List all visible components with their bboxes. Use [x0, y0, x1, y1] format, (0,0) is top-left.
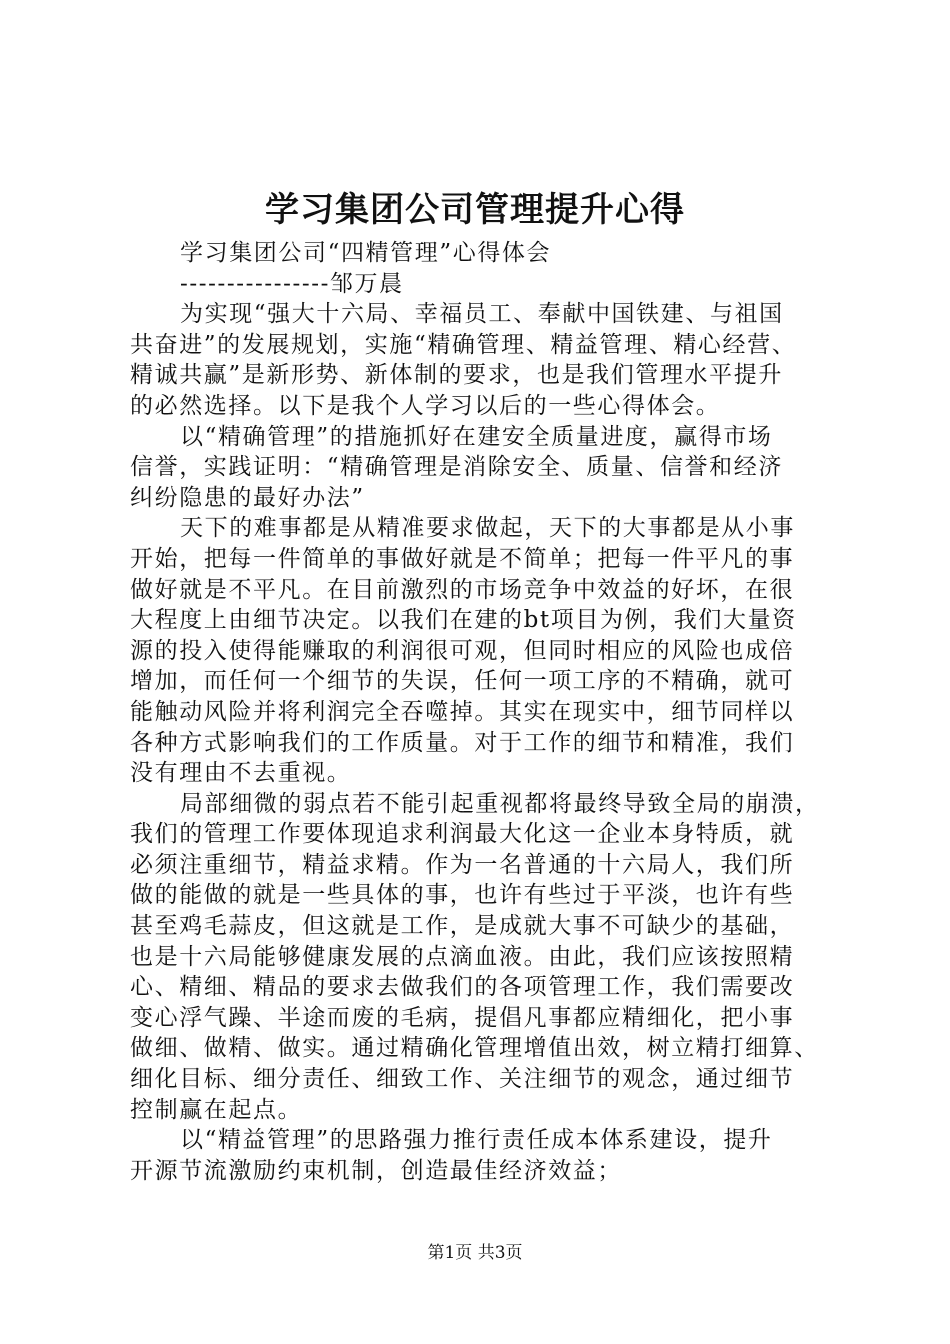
- text-line: 必须注重细节，精益求精。作为一名普通的十六局人，我们所: [130, 851, 795, 878]
- text-line: 做的能做的就是一些具体的事，也许有些过于平淡，也许有些: [130, 882, 795, 909]
- text-line: 大程度上由细节决定。以我们在建的bt项目为例，我们大量资: [130, 607, 797, 634]
- text-line: 天下的难事都是从精准要求做起，天下的大事都是从小事: [180, 515, 795, 542]
- text-line: 心、精细、精品的要求去做我们的各项管理工作，我们需要改: [130, 974, 795, 1001]
- text-line: 细化目标、细分责任、细致工作、关注细节的观念，通过细节: [130, 1066, 795, 1093]
- text-line: 能触动风险并将利润完全吞噬掉。其实在现实中，细节同样以: [130, 698, 795, 725]
- text-line: 做好就是不平凡。在目前激烈的市场竞争中效益的好坏，在很: [130, 576, 795, 603]
- page-number-footer: 第1页 共3页: [427, 1243, 523, 1263]
- text-line: 甚至鸡毛蒜皮，但这就是工作，是成就大事不可缺少的基础，: [130, 913, 795, 940]
- text-line: 我们的管理工作要体现追求利润最大化这一企业本身特质，就: [130, 821, 795, 848]
- text-line: 做细、做精、做实。通过精确化管理增值出效，树立精打细算、: [130, 1035, 819, 1062]
- text-line: 增加，而任何一个细节的失误，任何一项工序的不精确，就可: [130, 668, 795, 695]
- text-line: 也是十六局能够健康发展的点滴血液。由此，我们应该按照精: [130, 943, 795, 970]
- text-line: 控制赢在起点。: [130, 1096, 303, 1123]
- text-line: 源的投入使得能赚取的利润很可观，但同时相应的风险也成倍: [130, 637, 795, 664]
- text-line: 纠纷隐患的最好办法”: [130, 484, 365, 511]
- text-line: 开源节流激励约束机制，创造最佳经济效益；: [130, 1157, 622, 1184]
- text-line: 的必然选择。以下是我个人学习以后的一些心得体会。: [130, 392, 721, 419]
- subtitle-line: 学习集团公司“四精管理”心得体会: [180, 240, 552, 266]
- text-line: 以“精益管理”的思路强力推行责任成本体系建设，提升: [180, 1127, 773, 1154]
- text-line: 为实现“强大十六局、幸福员工、奉献中国铁建、与祖国: [180, 301, 784, 328]
- text-line: 各种方式影响我们的工作质量。对于工作的细节和精准，我们: [130, 729, 795, 756]
- text-line: 精诚共赢”是新形势、新体制的要求，也是我们管理水平提升: [130, 362, 783, 389]
- document-body: [130, 238, 830, 1186]
- text-line: 变心浮气躁、半途而废的毛病，提倡凡事都应精细化，把小事: [130, 1004, 795, 1031]
- text-line: 没有理由不去重视。: [130, 760, 352, 787]
- text-line: 共奋进”的发展规划，实施“精确管理、精益管理、精心经营、: [130, 331, 797, 358]
- text-line: 开始，把每一件简单的事做好就是不简单；把每一件平凡的事: [130, 545, 795, 572]
- text-line: 以“精确管理”的措施抓好在建安全质量进度，赢得市场: [180, 423, 773, 450]
- document-title: 学习集团公司管理提升心得: [265, 190, 685, 230]
- author-line: ----------------邹万晨: [180, 270, 404, 297]
- text-line: 信誉，实践证明：“精确管理是消除安全、质量、信誉和经济: [130, 454, 783, 481]
- text-line: 局部细微的弱点若不能引起重视都将最终导致全局的崩溃，: [180, 790, 820, 817]
